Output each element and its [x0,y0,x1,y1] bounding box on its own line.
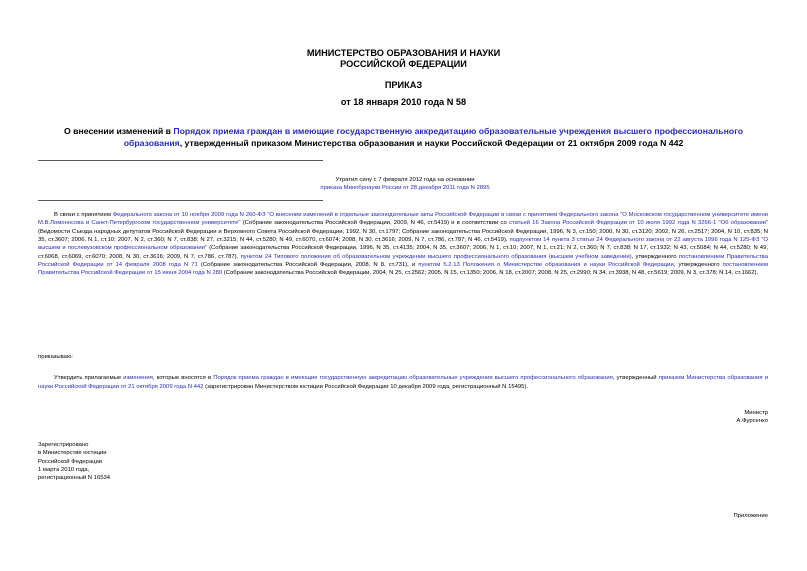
registration-line: Российской Федерации [38,458,103,465]
appendix-label: Приложение [733,513,768,519]
preamble-text: (Собрание законодательства Российской Федерации, 2004, N 25, ст.2562; 2005, N 15, ст.1350; 2006, N 18, ст.2007; 2008, N 25, ст.2990; N 34, ст.3938, N 48, ст.5619; 2009, N 3, ст.378; N 14, ст.1662), [222,270,759,277]
signatory-name: А.Фурсенко [736,418,768,425]
link-government-resolution-280[interactable]: постановлением Правительства Российской Федерации от 15 июня 2004 года N 280 [38,262,768,277]
registration-line: 1 марта 2010 года, [38,466,90,473]
preamble-text: (Собрание законодательства Российской Федерации, 2008, N 8, ст.731), и [197,262,419,269]
title-prefix: О внесении изменений в [63,126,174,136]
title-suffix: , утвержденный приказом Министерства образования и науки Российской Федерации от 21 октября 2009 года N 442 [179,138,684,148]
preamble-text: В связи с принятием [54,212,113,218]
registration-line: Зарегистрировано [38,442,89,448]
preamble-text: (Собрание законодательства Российской Федерации, 1996, N 35, ст.4135; 2004, N 35, ст.3607; 2006, N 1, ст.10; 2007, N 1, ст.21; N 2, ст.360; N 7, ст.838; N 17, ст.1932; N 43, ст.5084; N 44, ст.5280; N 49, ст.6068, ст.6069, ст.6070; 2008, N 30, ст.3616; 2009, N 7, ст.786, ст.787), [38,245,768,260]
link-higher-education-law[interactable]: подпунктом 14 пункта 3 статьи 24 Федерального закона от 22 августа 1996 года N 125-ФЗ "О высшем и послевузовском профессиональном образовании" [38,237,768,252]
preamble-paragraph [38,211,768,278]
preamble-text: (Ведомости Съезда народных депутатов Российской Федерации и Верховного Совета Российской Федерации, 1992, N 30, ст.1797; Собрание законодательства Российской Федерации, 1996, N 3, ст.150; 2000, N 30, ст.3120; 2002, N 26, ст.2517; 2004, N 10, ст.835; N 35, ст.3607; 2006, N 1, ст.10; 2007, N 2, ст.360; N 7, ст.838; N 27, ст.3215; N 44, ст.5280; N 49, ст.6070, ст.6074; 2008, N 30, ст.3616; 2009, N 7, ст.786, ст.787; N 46, ст.5419), [38,228,768,244]
registration-line: в Министерстве юстиции [38,450,107,457]
ministry-name-line2: РОССИЙСКОЙ ФЕДЕРАЦИИ [340,59,467,69]
preamble-text: , утвержденного [673,262,723,269]
signature-block [600,409,768,426]
document-title [40,125,767,149]
document-date-number: от 18 января 2010 года N 58 [340,97,467,107]
link-order-442[interactable]: приказом Министерства образования и науки Российской Федерации от 21 октября 2009 года N 442 [38,375,768,390]
status-note [290,176,520,193]
status-line: Утратил силу с 7 февраля 2012 года на основании [335,177,475,183]
link-ministry-regulation-5-2-13[interactable]: пунктом 5.2.13 Положения о Министерстве образования и науки Российской Федерации [418,262,674,269]
divider-bottom [38,200,323,201]
registration-line: регистрационный N 16534 [38,475,111,482]
approval-paragraph [38,374,768,391]
link-changes[interactable]: изменения [123,375,153,381]
link-federal-law-260[interactable]: Федерального закона от 10 ноября 2009 года N 260-ФЗ "О внесении изменений в отдельные законодательные акты Российской Федерации в связи с принятием Федерального закона "О Московском государственном университете имени М.В.Ломоносова и Санкт-Петербургском государственном университете" [38,212,768,227]
preamble-text: , утвержденного [631,253,679,260]
approval-text: Утвердить прилагаемые [54,375,124,381]
link-education-law-article-16[interactable]: статьей 16 Закона Российской Федерации от 10 июля 1992 года N 3266-1 "Об образовании" [508,220,768,227]
document-type: ПРИКАЗ [384,80,423,90]
approval-text: , которые вносятся в [152,375,214,381]
registration-block [38,441,110,482]
link-standard-regulation-p24[interactable]: пунктом 24 Типового положения об образовательном учреждении высшего профессионального образования (высшем учебном заведении) [240,253,632,260]
ministry-name-line1: МИНИСТЕРСТВО ОБРАЗОВАНИЯ И НАУКИ [306,48,501,58]
link-government-resolution-71[interactable]: постановлением Правительства Российской Федерации от 14 февраля 2008 года N 71 [38,253,769,269]
status-repeal-link[interactable]: приказа Минобрнауки России от 28 декабря 2011 года N 2895 [320,185,490,192]
signatory-position: Министр [744,410,768,416]
approval-text: , утвержденный [612,375,659,381]
link-admission-procedure[interactable]: Порядок приема граждан в имеющие государственную аккредитацию образовательные учреждения высшего профессионального образования [213,375,613,381]
order-word: приказываю: [38,354,74,360]
approval-text: (зарегистрирован Министерством юстиции Российской Федерации 10 декабря 2009 года, регистрационный N 15495). [203,383,529,390]
preamble-text: (Собрание законодательства Российской Федерации, 2009, N 46, ст.5419) и в соответствии со [240,220,509,227]
title-link-admission-procedure[interactable]: Порядок приема граждан в имеющие государственную аккредитацию образовательные учреждения высшего профессионального образования [123,126,744,148]
divider-top [38,160,323,161]
